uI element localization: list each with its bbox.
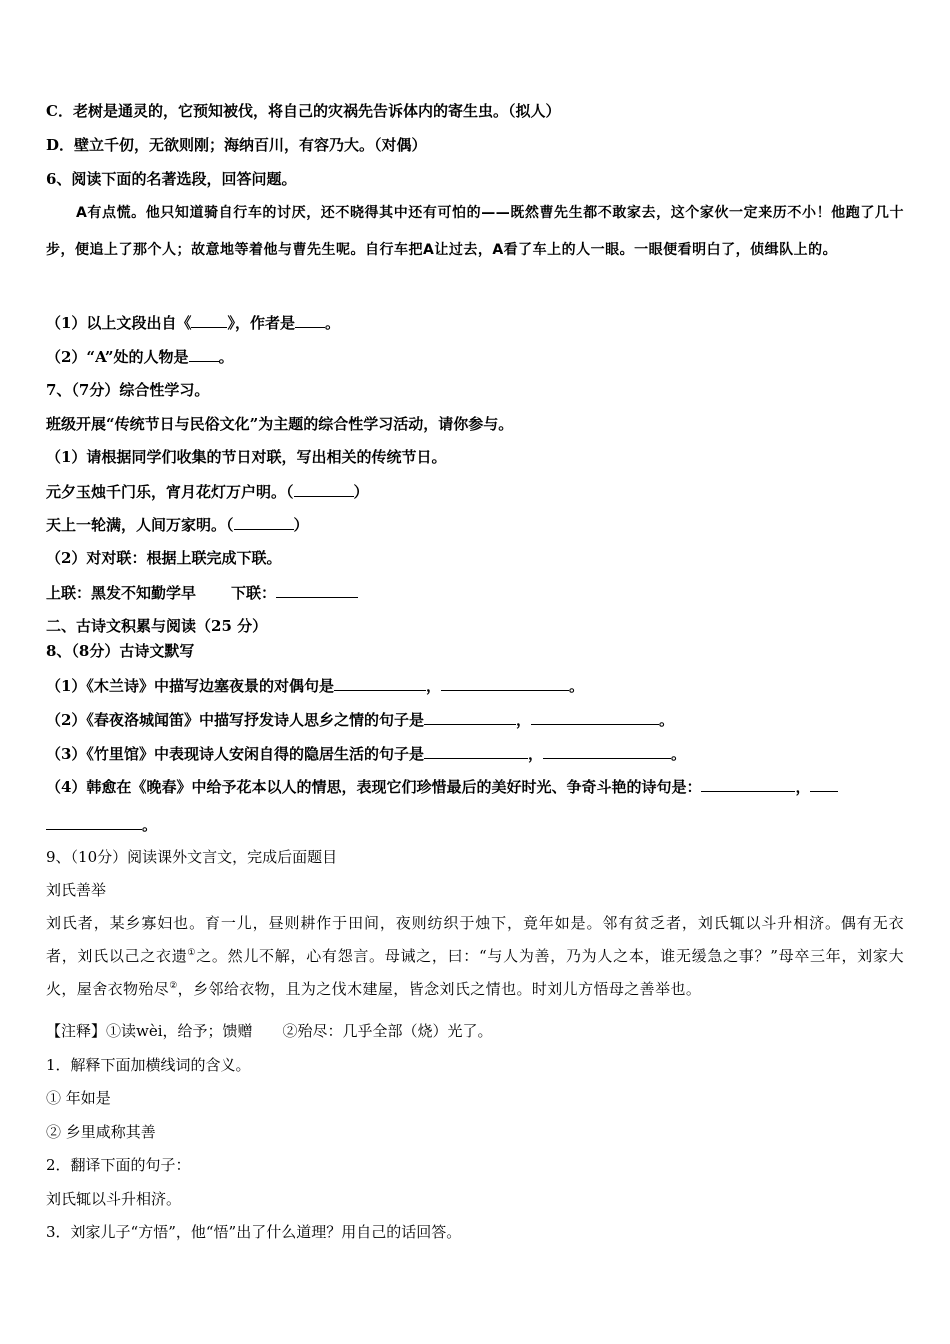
q7-couplet-task xyxy=(46,582,904,603)
q7-upper-line: 上联：黑发不知勤学早 xyxy=(46,584,197,602)
q8-sub4-blank-b-start[interactable] xyxy=(810,776,838,792)
option-d: D．壁立千仞，无欲则刚；海纳百川，有容乃大。（对偶） xyxy=(46,136,427,154)
q8-sub4-continued xyxy=(46,814,904,835)
q7-couplet1-close: ） xyxy=(353,483,369,501)
q6-sub2-text-a: （2）“A”处的人物是 xyxy=(46,348,189,366)
q6-sub1 xyxy=(46,312,904,333)
q8-sub1-period: 。 xyxy=(568,677,584,695)
q7-couplet1 xyxy=(46,481,904,502)
q7-lower-label: 下联： xyxy=(231,584,277,602)
q6-sub2 xyxy=(46,346,904,367)
q9-subq3: 3．刘家儿子“方悟”，他“悟”出了什么道理？用自己的话回答。 xyxy=(46,1223,462,1241)
q8-sub3-blank-b[interactable] xyxy=(543,743,671,759)
q7-sub2: （2）对对联：根据上联完成下联。 xyxy=(46,549,282,567)
q8-sub4-blank-a[interactable] xyxy=(701,776,795,792)
q7-lower-blank[interactable] xyxy=(276,582,358,598)
q8-sub1-blank-b[interactable] xyxy=(441,675,569,691)
q9-subq1: 1．解释下面加横线词的含义。 xyxy=(46,1056,251,1074)
q7-sub1: （1）请根据同学们收集的节日对联，写出相关的传统节日。 xyxy=(46,448,447,466)
q7-festival2-blank[interactable] xyxy=(234,514,294,530)
q8-sub3-blank-a[interactable] xyxy=(424,743,528,759)
q6-sub1-text-c: 。 xyxy=(324,314,340,332)
q9-passage-part1: 刘氏者，某乡寡妇也。育一儿，昼则耕作于田间，夜则纺织于烛下，竟年如是。邻有贫乏者，刘氏辄以斗升相济。偶有无衣者，刘氏以己之衣遗 xyxy=(46,914,904,965)
question-7-title: 7、（7分）综合性学习。 xyxy=(46,381,210,399)
q9-subq2-sentence: 刘氏辄以斗升相济。 xyxy=(46,1190,182,1208)
q8-sub3-comma: ， xyxy=(527,745,543,763)
q8-sub4-comma: ， xyxy=(795,778,811,796)
q7-couplet2 xyxy=(46,514,904,535)
q8-sub2-blank-b[interactable] xyxy=(531,709,659,725)
q8-sub4-period: 。 xyxy=(142,816,158,834)
q9-subq2: 2．翻译下面的句子： xyxy=(46,1156,191,1174)
question-6-title: 6、阅读下面的名著选段，回答问题。 xyxy=(46,170,297,188)
q8-sub1-text: （1）《木兰诗》中描写边塞夜景的对偶句是 xyxy=(46,677,334,695)
q9-subq1-item-b: ② 乡里咸称其善 xyxy=(46,1123,156,1141)
q8-sub3-text: （3）《竹里馆》中表现诗人安闲自得的隐居生活的句子是 xyxy=(46,745,424,763)
section-2-heading: 二、古诗文积累与阅读（25 分） xyxy=(46,617,268,635)
q8-sub2-comma: ， xyxy=(515,711,531,729)
q9-notes: 【注释】①读wèi，给予；馈赠 ②殆尽：几乎全部（烧）光了。 xyxy=(46,1022,493,1040)
q8-sub4-blank-b-end[interactable] xyxy=(46,814,142,830)
q8-sub4 xyxy=(46,776,904,797)
q8-sub3 xyxy=(46,743,904,764)
q8-sub1-comma: ， xyxy=(425,677,441,695)
q6-sub1-text-a: （1）以上文段出自《 xyxy=(46,314,192,332)
q8-sub2-blank-a[interactable] xyxy=(424,709,516,725)
q9-subq1-item-a: ① 年如是 xyxy=(46,1089,111,1107)
q6-sub1-text-b: 》，作者是 xyxy=(227,314,295,332)
q8-sub4-text: （4）韩愈在《晚春》中给予花本以人的情思，表现它们珍惜最后的美好时光、争奇斗艳的诗句是： xyxy=(46,778,702,796)
q9-passage-part3: ，乡邻给衣物，且为之伐木建屋，皆念刘氏之情也。时刘儿方悟母之善举也。 xyxy=(177,980,702,998)
note-ref-2: ② xyxy=(169,981,178,991)
q6-character-blank[interactable] xyxy=(189,346,219,362)
q9-passage xyxy=(46,907,904,1006)
q8-sub2 xyxy=(46,709,904,730)
q7-intro: 班级开展“传统节日与民俗文化”为主题的综合性学习活动，请你参与。 xyxy=(46,415,514,433)
q8-sub2-text: （2）《春夜洛城闻笛》中描写抒发诗人思乡之情的句子是 xyxy=(46,711,424,729)
q7-couplet2-text: 天上一轮满，人间万家明。（ xyxy=(46,516,234,534)
q9-passage-part2: 之。然儿不解，心有怨言。母诫之，曰：“与人为善，乃为人之本，谁无缓急之事？”母卒三年，刘家大火，屋舍衣物殆尽 xyxy=(46,947,904,998)
q9-passage-title: 刘氏善举 xyxy=(46,881,107,899)
question-8-title: 8、（8分）古诗文默写 xyxy=(46,642,195,660)
q8-sub1 xyxy=(46,675,904,696)
q7-festival1-blank[interactable] xyxy=(294,481,354,497)
q8-sub1-blank-a[interactable] xyxy=(334,675,426,691)
q6-book-blank[interactable] xyxy=(191,312,227,328)
q7-couplet2-close: ） xyxy=(293,516,309,534)
q7-couplet1-text: 元夕玉烛千门乐，宵月花灯万户明。（ xyxy=(46,483,294,501)
option-c: C．老树是通灵的，它预知被伐，将自己的灾祸先告诉体内的寄生虫。（拟人） xyxy=(46,102,561,120)
q8-sub3-period: 。 xyxy=(670,745,686,763)
q6-sub2-text-b: 。 xyxy=(218,348,234,366)
note-ref-1: ① xyxy=(187,948,197,958)
q6-passage: A有点慌。他只知道骑自行车的讨厌，还不晓得其中还有可怕的——既然曹先生都不敢家去，这个家伙一定来历不小！他跑了几十步，便追上了那个人；故意地等着他与曹先生呢。自行车把A让过去，A看了车上的人一眼。一眼便看明白了，侦缉队上的。 xyxy=(46,205,904,258)
q8-sub2-period: 。 xyxy=(658,711,674,729)
q6-author-blank[interactable] xyxy=(295,312,325,328)
question-9-title: 9、（10分）阅读课外文言文，完成后面题目 xyxy=(46,848,338,866)
